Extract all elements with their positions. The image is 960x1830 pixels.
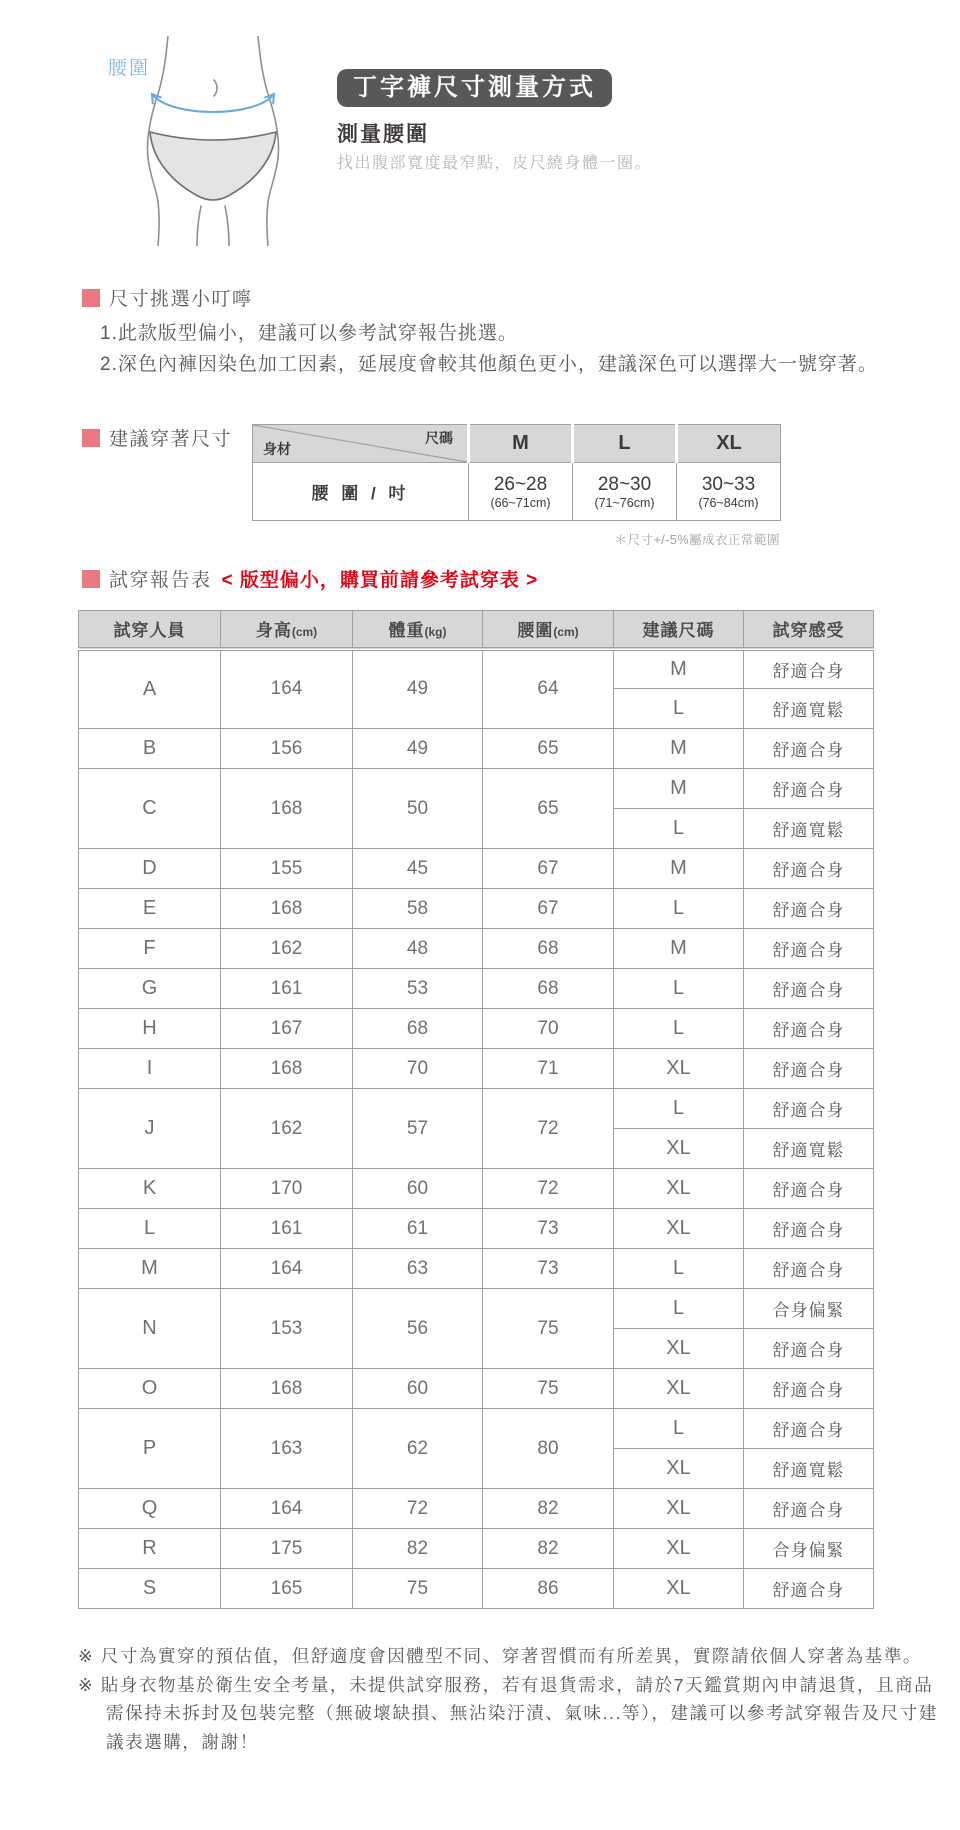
report-header-height: 身高(cm) bbox=[221, 611, 353, 649]
report-cell-person: F bbox=[79, 929, 221, 969]
report-row bbox=[79, 929, 874, 969]
report-cell-weight: 60 bbox=[353, 1369, 483, 1409]
report-cell-size: XL bbox=[614, 1209, 744, 1249]
report-cell-size: L bbox=[614, 689, 744, 729]
report-row bbox=[79, 969, 874, 1009]
report-cell-person: E bbox=[79, 889, 221, 929]
report-row bbox=[79, 889, 874, 929]
report-cell-waist: 71 bbox=[483, 1049, 614, 1089]
waist-label: 腰圍 bbox=[108, 58, 151, 79]
waist-inch: 28~30 bbox=[597, 474, 652, 495]
report-cell-person: S bbox=[79, 1569, 221, 1609]
report-cell-feel: 舒適寬鬆 bbox=[744, 1129, 874, 1169]
report-cell-person: H bbox=[79, 1009, 221, 1049]
waist-cm: (76~84cm) bbox=[698, 496, 759, 510]
report-cell-feel: 舒適合身 bbox=[744, 769, 874, 809]
report-cell-height: 175 bbox=[221, 1529, 353, 1569]
pink-square-icon bbox=[82, 570, 100, 588]
report-row bbox=[79, 1529, 874, 1569]
report-cell-feel: 合身偏緊 bbox=[744, 1529, 874, 1569]
report-cell-person: O bbox=[79, 1369, 221, 1409]
report-cell-weight: 72 bbox=[353, 1489, 483, 1529]
report-cell-person: P bbox=[79, 1409, 221, 1489]
report-cell-weight: 61 bbox=[353, 1209, 483, 1249]
report-cell-waist: 65 bbox=[483, 729, 614, 769]
report-row bbox=[79, 1009, 874, 1049]
report-cell-weight: 63 bbox=[353, 1249, 483, 1289]
report-cell-feel: 舒適合身 bbox=[744, 969, 874, 1009]
report-row bbox=[79, 1369, 874, 1409]
report-cell-feel: 合身偏緊 bbox=[744, 1289, 874, 1329]
report-cell-height: 155 bbox=[221, 849, 353, 889]
report-cell-feel: 舒適合身 bbox=[744, 1169, 874, 1209]
report-row bbox=[79, 1249, 874, 1289]
pink-square-icon bbox=[82, 289, 100, 307]
navel-line bbox=[214, 80, 217, 96]
report-cell-waist: 68 bbox=[483, 929, 614, 969]
panty-shape bbox=[150, 132, 276, 200]
size-table bbox=[252, 424, 781, 521]
report-header-size: 建議尺碼 bbox=[614, 611, 744, 649]
report-cell-height: 153 bbox=[221, 1289, 353, 1369]
report-cell-person: N bbox=[79, 1289, 221, 1369]
report-cell-height: 164 bbox=[221, 1489, 353, 1529]
size-table-waist-row bbox=[253, 463, 781, 521]
report-cell-height: 168 bbox=[221, 769, 353, 849]
report-cell-waist: 75 bbox=[483, 1369, 614, 1409]
report-row bbox=[79, 849, 874, 889]
report-cell-weight: 58 bbox=[353, 889, 483, 929]
report-cell-size: XL bbox=[614, 1369, 744, 1409]
report-cell-person: B bbox=[79, 729, 221, 769]
report-cell-feel: 舒適合身 bbox=[744, 1049, 874, 1089]
measurement-title-badge: 丁字褲尺寸測量方式 bbox=[337, 69, 612, 107]
report-row bbox=[79, 1489, 874, 1529]
report-cell-feel: 舒適合身 bbox=[744, 1209, 874, 1249]
report-cell-feel: 舒適合身 bbox=[744, 1369, 874, 1409]
report-cell-size: XL bbox=[614, 1049, 744, 1089]
report-cell-waist: 82 bbox=[483, 1529, 614, 1569]
report-row bbox=[79, 1289, 874, 1329]
report-cell-waist: 72 bbox=[483, 1169, 614, 1209]
report-cell-weight: 70 bbox=[353, 1049, 483, 1089]
report-row bbox=[79, 1169, 874, 1209]
measure-description: 找出腹部寬度最窄點，皮尺繞身體一圈。 bbox=[337, 155, 653, 172]
report-cell-height: 162 bbox=[221, 929, 353, 969]
report-cell-person: R bbox=[79, 1529, 221, 1569]
report-cell-waist: 67 bbox=[483, 849, 614, 889]
report-cell-weight: 50 bbox=[353, 769, 483, 849]
measure-subtitle: 測量腰圍 bbox=[337, 123, 429, 146]
report-cell-person: L bbox=[79, 1209, 221, 1249]
report-cell-height: 168 bbox=[221, 889, 353, 929]
report-cell-weight: 62 bbox=[353, 1409, 483, 1489]
report-cell-feel: 舒適合身 bbox=[744, 1409, 874, 1449]
report-cell-weight: 48 bbox=[353, 929, 483, 969]
report-cell-feel: 舒適合身 bbox=[744, 929, 874, 969]
size-col-header-xl: XL bbox=[677, 425, 781, 463]
waist-inch: 30~33 bbox=[701, 474, 756, 495]
report-cell-size: XL bbox=[614, 1569, 744, 1609]
report-cell-size: L bbox=[614, 1089, 744, 1129]
waist-range-xl bbox=[677, 463, 781, 521]
report-cell-waist: 70 bbox=[483, 1009, 614, 1049]
report-cell-weight: 75 bbox=[353, 1569, 483, 1609]
report-cell-waist: 75 bbox=[483, 1289, 614, 1369]
report-row bbox=[79, 1569, 874, 1609]
report-cell-waist: 65 bbox=[483, 769, 614, 849]
report-cell-weight: 49 bbox=[353, 729, 483, 769]
report-cell-waist: 80 bbox=[483, 1409, 614, 1489]
report-row bbox=[79, 769, 874, 809]
report-cell-size: L bbox=[614, 889, 744, 929]
report-cell-size: L bbox=[614, 1009, 744, 1049]
size-section-header bbox=[82, 424, 232, 451]
report-cell-person: Q bbox=[79, 1489, 221, 1529]
fitting-report-table bbox=[78, 610, 874, 1609]
report-section-warning: < 版型偏小，購買前請參考試穿表 > bbox=[221, 570, 539, 591]
report-cell-weight: 60 bbox=[353, 1169, 483, 1209]
pink-square-icon bbox=[82, 429, 100, 447]
report-row bbox=[79, 1049, 874, 1089]
report-cell-height: 165 bbox=[221, 1569, 353, 1609]
report-cell-waist: 73 bbox=[483, 1249, 614, 1289]
report-cell-height: 164 bbox=[221, 1249, 353, 1289]
note-item: ※ 尺寸為實穿的預估值，但舒適度會因體型不同、穿著習慣而有所差異，實際請依個人穿著為基準。 bbox=[78, 1646, 923, 1666]
report-cell-size: XL bbox=[614, 1529, 744, 1569]
tips-list bbox=[100, 318, 878, 380]
report-cell-feel: 舒適合身 bbox=[744, 849, 874, 889]
report-cell-waist: 86 bbox=[483, 1569, 614, 1609]
report-cell-size: XL bbox=[614, 1129, 744, 1169]
report-row bbox=[79, 729, 874, 769]
size-table-footnote: ＊尺寸+/-5%屬成衣正常範圍 bbox=[614, 533, 780, 547]
report-cell-height: 162 bbox=[221, 1089, 353, 1169]
report-section-header bbox=[82, 565, 538, 592]
notes bbox=[78, 1642, 940, 1756]
report-cell-size: XL bbox=[614, 1449, 744, 1489]
report-cell-height: 156 bbox=[221, 729, 353, 769]
report-cell-person: I bbox=[79, 1049, 221, 1089]
report-cell-size: XL bbox=[614, 1169, 744, 1209]
corner-label-body: 身材 bbox=[263, 441, 291, 457]
report-cell-weight: 68 bbox=[353, 1009, 483, 1049]
report-cell-size: L bbox=[614, 809, 744, 849]
report-cell-weight: 57 bbox=[353, 1089, 483, 1169]
report-cell-feel: 舒適合身 bbox=[744, 1009, 874, 1049]
report-row bbox=[79, 1089, 874, 1129]
body-illustration bbox=[98, 36, 338, 246]
report-cell-size: M bbox=[614, 929, 744, 969]
note-item: ※ 貼身衣物基於衛生安全考量，未提供試穿服務，若有退貨需求，請於7天鑑賞期內申請退貨，且商品需保持未拆封及包裝完整（無破壞缺損、無沾染汙漬、氣味...等），建議可以參考試穿報告及尺寸建議表選購，謝謝！ bbox=[78, 1674, 938, 1752]
report-cell-height: 170 bbox=[221, 1169, 353, 1209]
waist-range-l bbox=[573, 463, 677, 521]
report-cell-height: 164 bbox=[221, 649, 353, 729]
report-cell-person: K bbox=[79, 1169, 221, 1209]
report-cell-feel: 舒適合身 bbox=[744, 1569, 874, 1609]
report-cell-size: XL bbox=[614, 1489, 744, 1529]
waist-range-m bbox=[469, 463, 573, 521]
report-header-feel: 試穿感受 bbox=[744, 611, 874, 649]
report-cell-feel: 舒適合身 bbox=[744, 889, 874, 929]
report-cell-weight: 45 bbox=[353, 849, 483, 889]
report-cell-person: M bbox=[79, 1249, 221, 1289]
report-cell-feel: 舒適合身 bbox=[744, 1489, 874, 1529]
report-cell-waist: 73 bbox=[483, 1209, 614, 1249]
report-cell-height: 161 bbox=[221, 969, 353, 1009]
report-cell-size: L bbox=[614, 969, 744, 1009]
corner-label-size: 尺碼 bbox=[425, 430, 453, 446]
report-cell-feel: 舒適合身 bbox=[744, 1329, 874, 1369]
report-header-waist: 腰圍(cm) bbox=[483, 611, 614, 649]
report-section-title: 試穿報告表 bbox=[109, 570, 212, 591]
size-col-header-m: M bbox=[469, 425, 573, 463]
report-cell-feel: 舒適合身 bbox=[744, 649, 874, 689]
size-section-title: 建議穿著尺寸 bbox=[109, 429, 233, 450]
report-cell-waist: 64 bbox=[483, 649, 614, 729]
report-cell-height: 168 bbox=[221, 1049, 353, 1089]
report-cell-person: J bbox=[79, 1089, 221, 1169]
report-cell-height: 168 bbox=[221, 1369, 353, 1409]
report-cell-weight: 49 bbox=[353, 649, 483, 729]
size-table-corner-cell bbox=[253, 425, 469, 463]
report-cell-feel: 舒適合身 bbox=[744, 729, 874, 769]
report-cell-person: C bbox=[79, 769, 221, 849]
report-cell-feel: 舒適合身 bbox=[744, 1249, 874, 1289]
left-inner-leg-line bbox=[197, 206, 201, 246]
report-cell-waist: 82 bbox=[483, 1489, 614, 1529]
report-cell-size: XL bbox=[614, 1329, 744, 1369]
report-cell-weight: 53 bbox=[353, 969, 483, 1009]
report-cell-feel: 舒適寬鬆 bbox=[744, 689, 874, 729]
report-cell-size: M bbox=[614, 729, 744, 769]
report-row bbox=[79, 1409, 874, 1449]
report-cell-height: 167 bbox=[221, 1009, 353, 1049]
tip-item: 2.深色內褲因染色加工因素，延展度會較其他顏色更小，建議深色可以選擇大一號穿著。 bbox=[100, 354, 878, 375]
report-cell-feel: 舒適合身 bbox=[744, 1089, 874, 1129]
tip-item: 1.此款版型偏小，建議可以參考試穿報告挑選。 bbox=[100, 323, 518, 344]
report-cell-height: 161 bbox=[221, 1209, 353, 1249]
report-cell-size: M bbox=[614, 849, 744, 889]
size-col-header-l: L bbox=[573, 425, 677, 463]
waist-cm: (71~76cm) bbox=[594, 496, 655, 510]
waist-measure-arrow bbox=[152, 94, 274, 112]
waist-row-label: 腰 圍 / 吋 bbox=[253, 463, 469, 521]
report-cell-feel: 舒適寬鬆 bbox=[744, 1449, 874, 1489]
tips-section-header bbox=[82, 284, 253, 311]
waist-inch: 26~28 bbox=[493, 474, 548, 495]
report-row bbox=[79, 649, 874, 689]
report-cell-size: L bbox=[614, 1409, 744, 1449]
report-cell-person: D bbox=[79, 849, 221, 889]
size-table-header-row bbox=[253, 425, 781, 463]
report-cell-person: A bbox=[79, 649, 221, 729]
waist-cm: (66~71cm) bbox=[490, 496, 551, 510]
report-cell-size: M bbox=[614, 769, 744, 809]
report-cell-waist: 72 bbox=[483, 1089, 614, 1169]
report-cell-weight: 56 bbox=[353, 1289, 483, 1369]
report-cell-person: G bbox=[79, 969, 221, 1009]
report-row bbox=[79, 1209, 874, 1249]
report-cell-weight: 82 bbox=[353, 1529, 483, 1569]
report-cell-waist: 68 bbox=[483, 969, 614, 1009]
report-table-body bbox=[79, 649, 874, 1609]
report-cell-waist: 67 bbox=[483, 889, 614, 929]
report-cell-feel: 舒適寬鬆 bbox=[744, 809, 874, 849]
report-cell-size: L bbox=[614, 1289, 744, 1329]
report-cell-size: M bbox=[614, 649, 744, 689]
right-inner-leg-line bbox=[225, 206, 229, 246]
report-cell-size: L bbox=[614, 1249, 744, 1289]
tips-section-title: 尺寸挑選小叮嚀 bbox=[109, 289, 253, 310]
report-header-weight: 體重(kg) bbox=[353, 611, 483, 649]
report-cell-height: 163 bbox=[221, 1409, 353, 1489]
report-header-row bbox=[79, 611, 874, 649]
report-header-person: 試穿人員 bbox=[79, 611, 221, 649]
